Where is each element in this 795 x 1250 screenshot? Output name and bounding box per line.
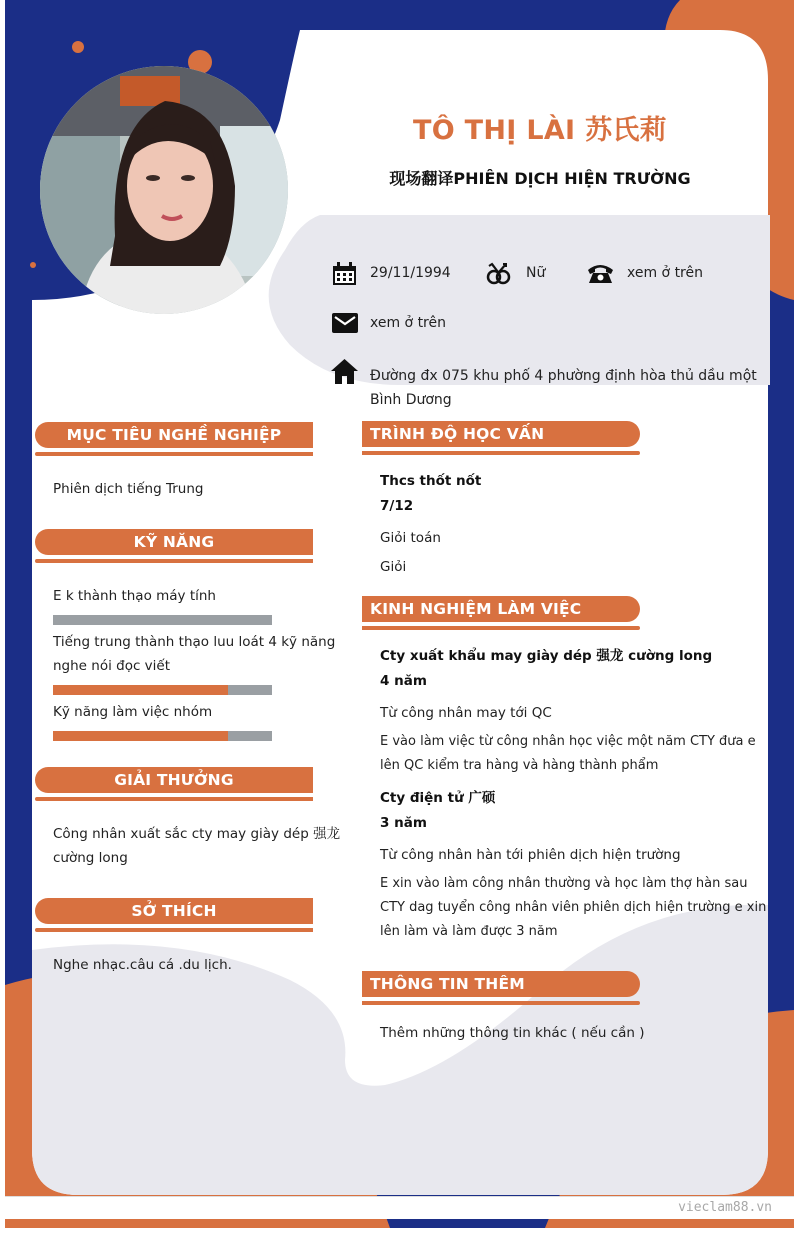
experience-title: KINH NGHIỆM LÀM VIỆC <box>370 600 582 618</box>
job-2-desc-line-1: E xin vào làm công nhân thường và học làm thợ hàn sau <box>380 876 748 891</box>
skill-2-bar <box>53 685 272 695</box>
awards-title: GIẢI THƯỞNG <box>114 771 234 789</box>
address-value <box>370 364 757 412</box>
job-2-position: Từ công nhân hàn tới phiên dịch hiện trường <box>380 847 681 863</box>
calendar-icon <box>332 262 357 286</box>
email-icon <box>332 313 358 337</box>
hobbies-header <box>35 898 313 932</box>
skill-3-fill <box>53 731 228 741</box>
job-1-desc-line-1: E vào làm việc từ công nhân học việc một năm CTY đưa e <box>380 734 756 749</box>
job-1-position: Từ công nhân may tới QC <box>380 705 552 721</box>
objective-text: Phiên dịch tiếng Trung <box>53 481 204 497</box>
job-1-description <box>380 730 756 778</box>
job-2-desc-line-3: lên làm và làm được 3 năm <box>380 924 558 939</box>
gender-value: Nữ <box>526 265 546 281</box>
phone-icon <box>587 262 614 288</box>
education-title: TRÌNH ĐỘ HỌC VẤN <box>370 425 545 443</box>
watermark: vieclam88.vn <box>678 1200 772 1215</box>
email-value: xem ở trên <box>370 315 446 331</box>
job-1-company: Cty xuất khẩu may giày dép 强龙 cường long <box>380 648 713 664</box>
objective-header <box>35 422 313 456</box>
skill-2-fill <box>53 685 228 695</box>
education-line-2: Giỏi <box>380 559 407 575</box>
skill-2-line-2: nghe nói đọc viết <box>53 658 171 674</box>
skill-3-bar <box>53 731 272 741</box>
job-2-duration: 3 năm <box>380 815 427 831</box>
job-1-desc-line-2: lên QC kiểm tra hàng và hàng thành phẩm <box>380 758 659 773</box>
awards-line-1: Công nhân xuất sắc cty may giày dép 强龙 <box>53 826 341 842</box>
skills-title: KỸ NĂNG <box>133 533 215 551</box>
awards-text <box>53 822 340 870</box>
additional-header <box>362 971 640 1005</box>
skill-3-label: Kỹ năng làm việc nhóm <box>53 704 213 720</box>
objective-title: MỤC TIÊU NGHỀ NGHIỆP <box>66 426 282 444</box>
job-title: 现场翻译PHIÊN DỊCH HIỆN TRƯỜNG <box>389 169 691 188</box>
skill-1-label: E k thành thạo máy tính <box>53 588 216 604</box>
hobbies-title: SỞ THÍCH <box>131 902 217 920</box>
profile-photo <box>40 66 288 314</box>
education-header <box>362 421 640 455</box>
skill-1-bar <box>53 615 272 625</box>
job-2-desc-line-2: CTY dag tuyển công nhân viên phiên dịch hiện trường e xin <box>380 900 767 915</box>
education-school: Thcs thốt nốt <box>380 473 482 489</box>
skills-header <box>35 529 313 563</box>
job-1-duration: 4 năm <box>380 673 427 689</box>
education-line-1: Giỏi toán <box>380 530 441 546</box>
hobbies-text: Nghe nhạc.câu cá .du lịch. <box>53 957 232 973</box>
address-line-1: Đường đx 075 khu phố 4 phường định hòa thủ dầu một <box>370 368 757 384</box>
address-line-2: Bình Dương <box>370 392 452 408</box>
gender-icon <box>486 261 512 291</box>
birthday-row <box>332 262 357 286</box>
awards-header <box>35 767 313 801</box>
additional-title: THÔNG TIN THÊM <box>370 975 525 993</box>
footer-bar <box>5 1196 794 1219</box>
experience-header <box>362 596 640 630</box>
candidate-name: TÔ THỊ LÀI 苏氏莉 <box>413 115 667 146</box>
job-2-company: Cty điện tử 广硕 <box>380 790 496 806</box>
phone-value: xem ở trên <box>627 265 703 281</box>
home-icon <box>331 359 358 388</box>
awards-line-2: cường long <box>53 850 128 866</box>
job-2-description <box>380 872 766 944</box>
additional-text: Thêm những thông tin khác ( nếu cần ) <box>380 1025 645 1041</box>
birthday-value: 29/11/1994 <box>370 265 451 281</box>
skill-2-line-1: Tiếng trung thành thạo luu loát 4 kỹ năng <box>53 634 336 650</box>
education-grade: 7/12 <box>380 498 414 514</box>
skill-2-label <box>53 630 335 678</box>
